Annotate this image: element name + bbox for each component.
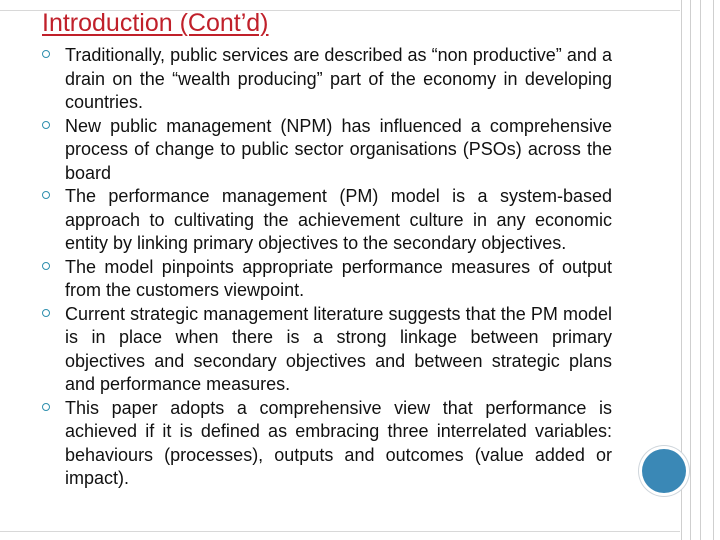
border-line <box>713 0 714 540</box>
bullet-text: The performance management (PM) model is a system-based approach to cultivating the achievement culture in any economic entity by linking primary objectives to the secondary objectives. <box>65 186 612 253</box>
bullet-text: This paper adopts a comprehensive view that performance is achieved if it is defined as embracing three interrelated variables: behaviours (processes), outputs and outcomes (value added or impact). <box>65 397 612 488</box>
bullet-item <box>42 185 612 256</box>
circle-bullet-icon <box>42 403 50 411</box>
bullet-item <box>42 303 612 397</box>
bullet-text: Current strategic management literature suggests that the PM model is in place when there is a strong linkage between primary objectives and secondary objectives and between strategic plans and performance measures. <box>65 303 612 394</box>
circle-bullet-icon <box>42 309 50 317</box>
bullet-text: Traditionally, public services are described as “non productive” and a drain on the “wealth producing” part of the economy in developing countries. <box>65 45 612 112</box>
bullet-list <box>42 44 612 491</box>
circle-bullet-icon <box>42 191 50 199</box>
bullet-item <box>42 397 612 491</box>
bullet-text: New public management (NPM) has influenced a comprehensive process of change to public sector organisations (PSOs) across the board <box>65 115 612 183</box>
circle-bullet-icon <box>42 121 50 129</box>
border-line <box>700 0 701 540</box>
accent-circle <box>642 449 686 493</box>
circle-bullet-icon <box>42 50 50 58</box>
bullet-item <box>42 44 612 115</box>
bullet-item <box>42 115 612 186</box>
border-line <box>690 0 691 540</box>
slide-title: Introduction (Cont’d) <box>42 9 269 37</box>
border-line <box>0 531 680 532</box>
circle-bullet-icon <box>42 262 50 270</box>
bullet-text: The model pinpoints appropriate performance measures of output from the customers viewpoint. <box>65 256 612 300</box>
bullet-item <box>42 256 612 303</box>
